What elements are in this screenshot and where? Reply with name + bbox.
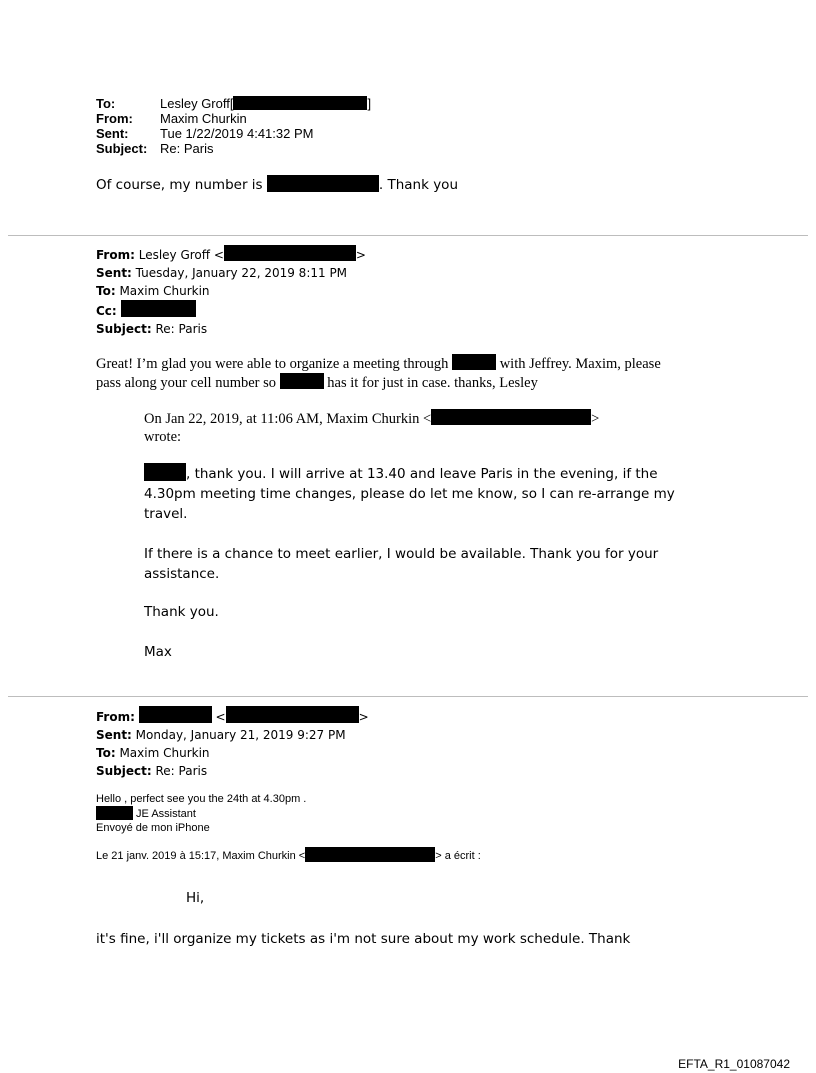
from-label: From: [96,111,133,126]
signature: Max [144,644,172,660]
m3-subject-row: Subject: Re: Paris [96,764,208,778]
quote-line: Le 21 janv. 2019 à 15:17, Maxim Churkin < > a écrit : [96,847,481,863]
redaction-box [121,300,196,317]
redaction-box [267,175,379,192]
message2-header [96,245,366,338]
redaction-box [144,463,186,481]
message3-body: Hello , perfect see you the 24th at 4.30pm . JE Assistant Envoyé de mon iPhone [96,793,307,834]
sent-value: Tue 1/22/2019 4:41:32 PM [160,126,314,141]
final-line: it's fine, i'll organize my tickets as i'm not sure about my work schedule. Thank [96,931,631,947]
subject-value: Re: Paris [160,141,214,156]
subject-row [96,141,371,156]
to-value: Lesley Groff[ ] [160,96,372,111]
message3-header [96,706,369,780]
redaction-box [452,354,496,370]
quote-intro: On Jan 22, 2019, at 11:06 AM, Maxim Churkin < > wrote: [144,411,600,445]
subject-label: Subject: [96,141,148,156]
m3-from-row: From: < > [96,706,369,726]
email-header [96,96,371,156]
redaction-box [226,706,359,723]
redaction-box [139,706,212,723]
thanks-line: Thank you. [144,604,219,620]
document-id: EFTA_R1_01087042 [678,1057,790,1071]
message2-body: Great! I’m glad you were able to organize a meeting through with Jeffrey. Maxim, please pass along your cell number so has it for just in case. thanks, Lesley [96,356,661,391]
redaction-box [96,806,133,820]
m2-from-row: From: Lesley Groff < > [96,245,366,264]
m2-subject-row: Subject: Re: Paris [96,322,208,336]
m2-to-row: To: Maxim Churkin [96,284,210,298]
divider [8,696,808,697]
redaction-box [233,96,367,110]
m3-sent-row: Sent: Monday, January 21, 2019 9:27 PM [96,728,346,742]
reply-body: Of course, my number is . Thank you [96,177,459,193]
m2-sent-row: Sent: Tuesday, January 22, 2019 8:11 PM [96,266,348,280]
redaction-box [431,409,591,425]
sent-row [96,126,371,141]
divider [8,235,808,236]
redaction-box [305,847,435,862]
redaction-box [224,245,356,261]
from-row [96,111,371,126]
from-value: Maxim Churkin [160,111,247,126]
redaction-box [280,373,324,389]
to-label: To: [96,96,116,111]
m3-to-row: To: Maxim Churkin [96,746,210,760]
greeting: Hi, [186,890,205,906]
quoted-body: , thank you. I will arrive at 13.40 and leave Paris in the evening, if the 4.30pm meeting time changes, please do let me know, so I can re-arrange my travel. If there is a chance to meet earlier, I would be available. Thank you for your assistance. Thank you. Max [144,463,675,662]
to-row [96,96,371,111]
sent-label: Sent: [96,126,129,141]
m2-cc-row: Cc: [96,300,366,320]
